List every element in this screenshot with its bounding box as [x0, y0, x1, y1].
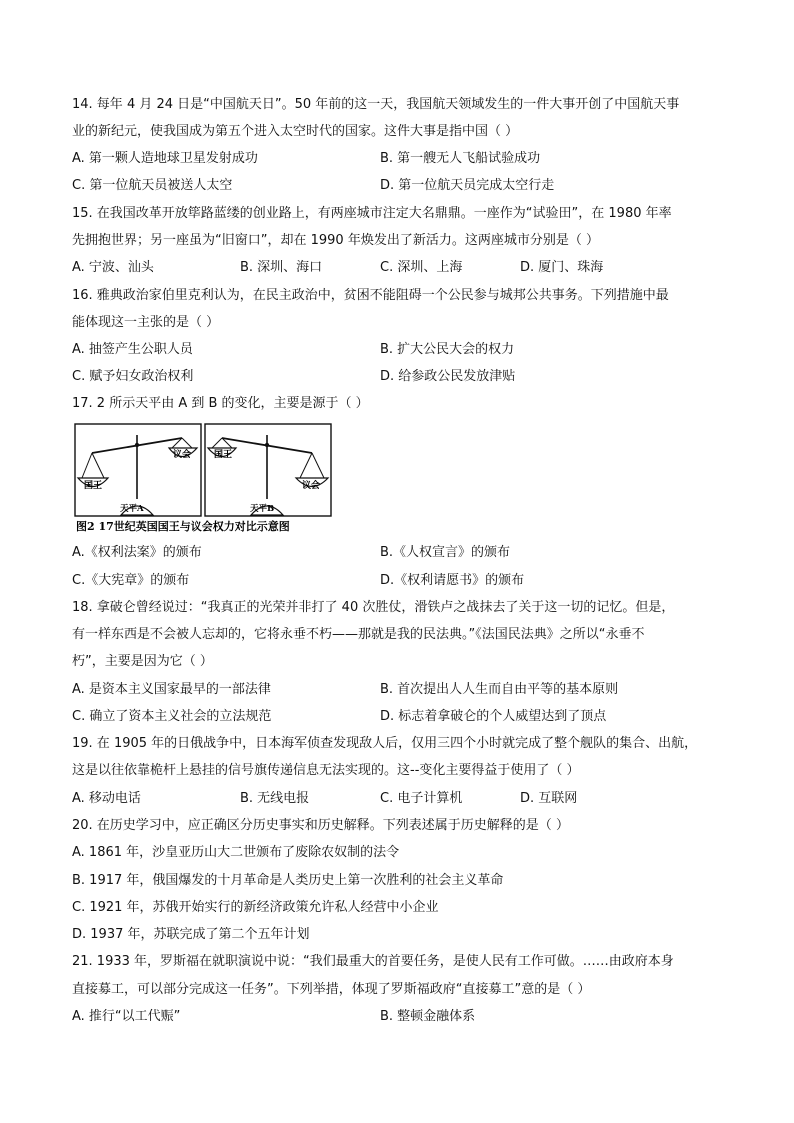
q18-option-c: C. 确立了资本主义社会的立法规范	[72, 709, 272, 724]
q18-option-d: D. 标志着拿破仑的个人威望达到了顶点	[380, 709, 607, 724]
balance-b-parliament-label: 议会	[302, 481, 321, 491]
q15-option-d: D. 厦门、珠海	[520, 260, 604, 275]
q20-option-c: C. 1921 年，苏俄开始实行的新经济政策允许私人经营中小企业	[72, 900, 439, 915]
q14-option-c: C. 第一位航天员被送人太空	[72, 178, 233, 193]
q21-option-b: B. 整顿金融体系	[380, 1009, 476, 1024]
balance-a-panel	[75, 424, 201, 516]
q18-option-a: A. 是资本主义国家最早的一部法律	[72, 682, 271, 697]
q15-option-c: C. 深圳、上海	[380, 260, 463, 275]
q19-option-c: C. 电子计算机	[380, 791, 463, 806]
q14-stem-cont: 业的新纪元，使我国成为第五个进入太空时代的国家。这件大事是指中国（ ）	[72, 124, 519, 139]
balance-a-parliament-label: 议会	[173, 450, 192, 460]
q15-option-a: A. 宁波、汕头	[72, 260, 154, 275]
q15-option-b: B. 深圳、海口	[240, 260, 323, 275]
balance-a-label: 天平A	[120, 504, 144, 514]
q19-stem-cont: 这是以往依靠桅杆上悬挂的信号旗传递信息无法实现的。这--变化主要得益于使用了（ ）	[72, 763, 580, 778]
q21-option-a: A. 推行“以工代赈”	[72, 1009, 181, 1024]
q18-option-b: B. 首次提出人人生而自由平等的基本原则	[380, 682, 619, 697]
q17-option-b: B.《人权宣言》的颁布	[380, 545, 511, 560]
q18-stem: 18. 拿破仑曾经说过：“我真正的光荣并非打了 40 次胜仗，滑铁卢之战抹去了关于这一切的记忆。但是，	[72, 600, 675, 615]
q19-option-d: D. 互联网	[520, 791, 578, 806]
q16-option-d: D. 给参政公民发放津贴	[380, 369, 516, 384]
q19-option-b: B. 无线电报	[240, 791, 310, 806]
balance-b-label: 天平B	[250, 504, 275, 514]
q20-option-b: B. 1917 年，俄国爆发的十月革命是人类历史上第一次胜利的社会主义革命	[72, 873, 504, 888]
q14-option-d: D. 第一位航天员完成太空行走	[380, 178, 555, 193]
q15-stem-cont: 先拥抱世界；另一座虽为“旧窗口”，却在 1990 年焕发出了新活力。这两座城市分别是（ ）	[72, 233, 599, 248]
q19-option-a: A. 移动电话	[72, 791, 141, 806]
q16-option-c: C. 赋予妇女政治权利	[72, 369, 194, 384]
q17-option-a: A.《权利法案》的颁布	[72, 545, 202, 560]
balance-a-king-label: 国王	[84, 481, 103, 491]
q15-stem: 15. 在我国改革开放筚路蓝缕的创业路上，有两座城市注定大名鼎鼎。一座作为“试验田”，在 1980 年率	[72, 206, 672, 221]
q16-option-a: A. 抽签产生公职人员	[72, 342, 193, 357]
q19-stem: 19. 在 1905 年的日俄战争中，日本海军侦查发现敌人后，仅用三四个小时就完成了整个舰队的集合、出航，	[72, 736, 698, 751]
q17-stem: 17. 2 所示天平由 A 到 B 的变化，主要是源于（ ）	[72, 396, 369, 411]
q14-stem: 14. 每年 4 月 24 日是“中国航天日”。50 年前的这一天，我国航天领域发生的一件大事开创了中国航天事	[72, 97, 680, 112]
q16-stem: 16. 雅典政治家伯里克利认为，在民主政治中，贫困不能阻碍一个公民参与城邦公共事务。下列措施中最	[72, 288, 669, 303]
q17-option-c: C.《大宪章》的颁布	[72, 573, 190, 588]
q14-option-a: A. 第一颗人造地球卫星发射成功	[72, 151, 258, 166]
q14-option-b: B. 第一艘无人飞船试验成功	[380, 151, 541, 166]
balance-b-panel	[205, 424, 331, 516]
balance-b-king-label: 国王	[214, 450, 233, 460]
q20-option-d: D. 1937 年，苏联完成了第二个五年计划	[72, 927, 310, 942]
q18-stem-cont: 有一样东西是不会被人忘却的，它将永垂不朽——那就是我的民法典。”《法国民法典》之所以“永垂不	[72, 627, 645, 642]
q21-stem-cont: 直接募工，可以部分完成这一任务”。下列举措，体现了罗斯福政府“直接募工”意的是（ ）	[72, 982, 591, 997]
balance-figure	[74, 423, 332, 535]
q20-stem: 20. 在历史学习中，应正确区分历史事实和历史解释。下列表述属于历史解释的是（ ）	[72, 818, 569, 833]
q21-stem: 21. 1933 年，罗斯福在就职演说中说：“我们最重大的首要任务，是使人民有工作可做。……由政府本身	[72, 954, 674, 969]
q17-option-d: D.《权利请愿书》的颁布	[380, 573, 525, 588]
q18-stem-cont-2: 朽”，主要是因为它（ ）	[72, 654, 213, 669]
q16-stem-cont: 能体现这一主张的是（ ）	[72, 315, 220, 330]
figure-caption: 图2 17世纪英国国王与议会权力对比示意图	[76, 520, 290, 533]
q16-option-b: B. 扩大公民大会的权力	[380, 342, 515, 357]
q20-option-a: A. 1861 年，沙皇亚历山大二世颁布了废除农奴制的法令	[72, 845, 400, 860]
